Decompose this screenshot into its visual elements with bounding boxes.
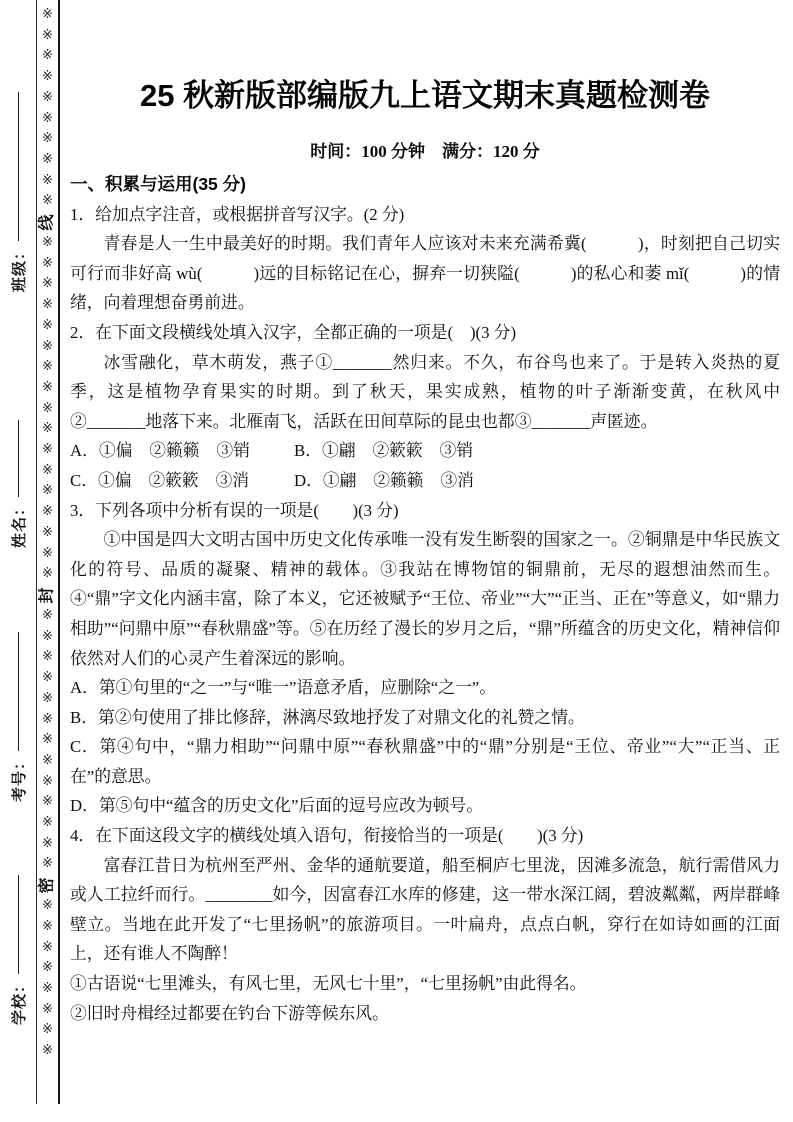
seal-star: ※	[42, 856, 53, 872]
q2-option-c: C．①偏 ②簌簌 ③消	[70, 470, 250, 490]
q2-option-row-1	[70, 436, 780, 466]
seal-star: ※	[42, 898, 53, 914]
seal-star: ※	[42, 504, 53, 520]
q2-stem: 2．在下面文段横线处填入汉字，全都正确的一项是( )(3 分)	[70, 322, 517, 342]
seal-star: ※	[42, 1043, 53, 1059]
seal-star: ※	[42, 193, 53, 209]
seal-char: 封	[38, 587, 56, 604]
seal-star: ※	[42, 48, 53, 64]
q1-stem: 1．给加点字注音，或根据拼音写汉字。(2 分)	[70, 204, 405, 224]
seal-star: ※	[42, 297, 53, 313]
side-label-name	[5, 420, 31, 548]
seal-star: ※	[42, 815, 53, 831]
seal-star: ※	[42, 359, 53, 375]
seal-star: ※	[42, 317, 53, 333]
side-label-examno	[5, 632, 31, 802]
seal-star: ※	[42, 89, 53, 105]
seal-star: ※	[42, 131, 53, 147]
q3-stem: 3．下列各项中分析有误的一项是( )(3 分)	[70, 500, 399, 520]
side-label-school	[5, 875, 31, 1025]
seal-star: ※	[42, 670, 53, 686]
seal-star: ※	[42, 545, 53, 561]
seal-star: ※	[42, 379, 53, 395]
side-label-school-text: 学校：	[10, 976, 28, 1025]
seal-star: ※	[42, 628, 53, 644]
seal-star: ※	[42, 110, 53, 126]
seal-star: ※	[42, 7, 53, 22]
seal-star: ※	[42, 462, 53, 478]
q4-note-2: ②旧时舟楫经过都要在钓台下游等候东风。	[70, 1003, 389, 1023]
side-label-name-text: 姓名：	[10, 499, 28, 548]
q3-option-b: B．第②句使用了排比修辞，淋漓尽致地抒发了对鼎文化的礼赞之情。	[70, 707, 585, 727]
seal-star: ※	[42, 255, 53, 271]
seal-star: ※	[42, 172, 53, 188]
seal-star: ※	[42, 421, 53, 437]
seal-star: ※	[42, 524, 53, 540]
seal-star: ※	[42, 1022, 53, 1038]
seal-star: ※	[42, 607, 53, 623]
exam-meta: 时间：100 分钟 满分：120 分	[310, 142, 540, 161]
q2-passage: 冰雪融化，草木萌发，燕子①_______然归来。不久，布谷鸟也来了。于是转入炎热的夏季，这是植物孕育果实的时期。到了秋天，果实成熟，植物的叶子渐渐变黄，在秋风中②_______地落下来。北雁南飞，活跃在田间草际的昆虫也都③_______声匿迹。	[70, 352, 780, 431]
section1-heading: 一、积累与运用(35 分)	[70, 174, 246, 194]
seal-star: ※	[42, 566, 53, 582]
seal-strip	[37, 5, 58, 1062]
seal-char: 密	[38, 877, 56, 894]
q2-option-b: B．①翩 ②簌簌 ③销	[294, 441, 474, 461]
seal-star: ※	[42, 960, 53, 976]
side-label-name-blank	[18, 420, 19, 497]
seal-star: ※	[42, 1001, 53, 1017]
side-label-class-blank	[18, 92, 19, 241]
side-label-school-blank	[18, 875, 19, 974]
page-title: 25 秋新版部编版九上语文期末真题检测卷	[139, 78, 711, 113]
seal-star: ※	[42, 442, 53, 458]
q4-stem: 4．在下面这段文字的横线处填入语句，衔接恰当的一项是( )(3 分)	[70, 826, 584, 846]
seal-star: ※	[42, 235, 53, 251]
seal-star: ※	[42, 939, 53, 955]
seal-star: ※	[42, 773, 53, 789]
seal-star: ※	[42, 794, 53, 810]
seal-star: ※	[42, 690, 53, 706]
seal-star: ※	[42, 69, 53, 85]
seal-star: ※	[42, 649, 53, 665]
q3-passage: ①中国是四大文明古国中历史文化传承唯一没有发生断裂的国家之一。②铜鼎是中华民族文化的符号、品质的凝聚、精神的载体。③我站在博物馆的铜鼎前，无尽的遐想油然而生。④“鼎”字文化内涵丰富，除了本义，它还被赋予“王位、帝业”“大”“正当、正在”等意义，如“鼎力相助”“问鼎中原”“春秋鼎盛”等。⑤在历经了漫长的岁月之后，“鼎”所蕴含的历史文化，精神信仰依然对人们的心灵产生着深远的影响。	[70, 530, 780, 668]
side-label-class	[5, 92, 31, 292]
q3-option-d: D．第⑤句中“蕴含的历史文化”后面的逗号应改为顿号。	[70, 796, 483, 816]
q4-passage: 富春江昔日为杭州至严州、金华的通航要道，船至桐庐七里泷，因滩多流急，航行需借风力或人工拉纤而行。________如今，因富春江水库的修建，这一带水深江阔，碧波粼粼，两岸群峰壁立。当地在此开发了“七里扬帆”的旅游项目。一叶扁舟，点点白帆，穿行在如诗如画的江面上，还有谁人不陶醉！	[70, 855, 780, 964]
seal-star: ※	[42, 918, 53, 934]
seal-star: ※	[42, 980, 53, 996]
q3-option-a: A．第①句里的“之一”与“唯一”语意矛盾，应删除“之一”。	[70, 678, 496, 698]
seal-star: ※	[42, 752, 53, 768]
seal-star: ※	[42, 835, 53, 851]
seal-star: ※	[42, 276, 53, 292]
seal-star: ※	[42, 711, 53, 727]
side-label-examno-text: 考号：	[10, 753, 28, 802]
seal-star: ※	[42, 27, 53, 43]
exam-page	[70, 0, 780, 1028]
q2-option-a: A．①偏 ②籁籁 ③销	[70, 441, 250, 461]
q1-passage: 青春是人一生中最美好的时期。我们青年人应该对未来充满希冀( )，时刻把自己切实可行而非好高 wù( )远的目标铭记在心，摒弃一切狭隘( )的私心和萎 mǐ( )的情绪，向着理想奋勇前进。	[70, 234, 780, 313]
q3-option-c: C．第④句中，“鼎力相助”“问鼎中原”“春秋鼎盛”中的“鼎”分别是“王位、帝业”“大”“正当、正在”的意思。	[70, 737, 780, 786]
seal-char: 线	[38, 214, 56, 231]
side-label-examno-blank	[18, 632, 19, 751]
seal-star: ※	[42, 400, 53, 416]
q2-option-d: D．①翩 ②籁籁 ③消	[294, 470, 474, 490]
seal-star: ※	[42, 151, 53, 167]
seal-star: ※	[42, 732, 53, 748]
q4-note-1: ①古语说“七里滩头，有风七里，无风七十里”，“七里扬帆”由此得名。	[70, 974, 587, 994]
q2-option-row-2	[70, 466, 780, 496]
seal-rule-right	[58, 0, 60, 1104]
seal-star: ※	[42, 483, 53, 499]
seal-star: ※	[42, 338, 53, 354]
side-label-class-text: 班级：	[10, 243, 28, 292]
